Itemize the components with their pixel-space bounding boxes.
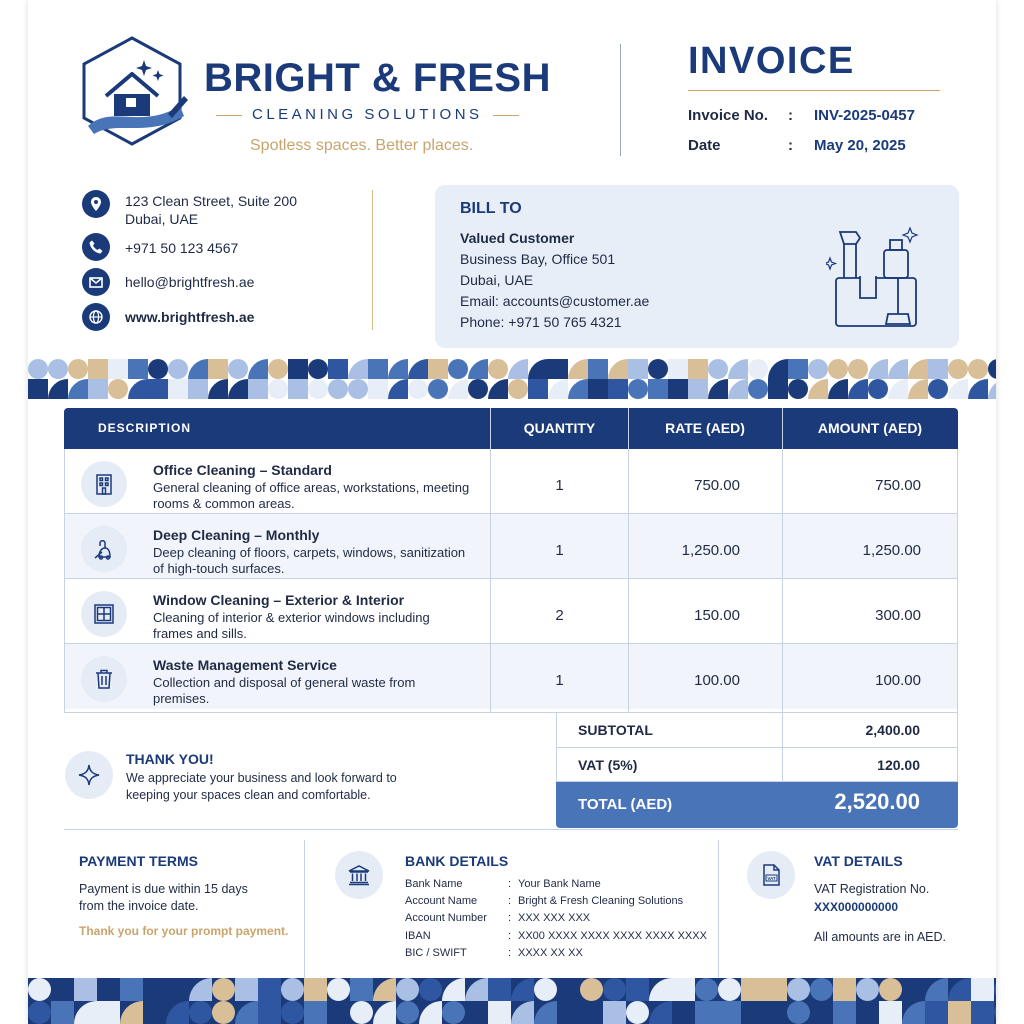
item-quantity: 1 bbox=[555, 672, 564, 689]
pattern-tile bbox=[768, 359, 788, 379]
invoice-number-row: Invoice No. : INV-2025-0457 bbox=[688, 107, 915, 124]
pattern-tile bbox=[557, 978, 580, 1001]
pattern-tile bbox=[166, 1001, 189, 1024]
pattern-tile bbox=[68, 379, 88, 399]
pattern-tile bbox=[902, 1001, 925, 1024]
pattern-tile bbox=[189, 1001, 212, 1024]
pattern-tile bbox=[948, 379, 968, 399]
subtotal-value: 2,400.00 bbox=[865, 722, 920, 738]
bill-to-line2: Dubai, UAE bbox=[460, 272, 534, 288]
pattern-tile bbox=[668, 379, 688, 399]
invoice-title-rule bbox=[688, 90, 940, 91]
pattern-tile bbox=[442, 1001, 465, 1024]
item-description: Collection and disposal of general waste from premises. bbox=[153, 675, 416, 706]
pattern-tile bbox=[28, 978, 51, 1001]
pattern-tile bbox=[925, 1001, 948, 1024]
pattern-tile bbox=[428, 379, 448, 399]
invoice-title: INVOICE bbox=[688, 40, 855, 82]
decorative-pattern-band bbox=[28, 359, 996, 399]
pattern-tile bbox=[235, 978, 258, 1001]
pattern-tile bbox=[608, 379, 628, 399]
globe-icon bbox=[82, 303, 110, 331]
totals-column-divider bbox=[782, 713, 783, 782]
pattern-tile bbox=[97, 1001, 120, 1024]
column-divider bbox=[782, 408, 783, 713]
pattern-tile bbox=[748, 379, 768, 399]
item-title: Waste Management Service bbox=[153, 657, 337, 673]
pattern-tile bbox=[628, 379, 648, 399]
vat-registration-label: VAT Registration No. bbox=[814, 882, 930, 896]
pattern-tile bbox=[166, 978, 189, 1001]
vat-value: 120.00 bbox=[877, 757, 920, 773]
vat-label: VAT (5%) bbox=[578, 757, 638, 773]
pattern-tile bbox=[28, 359, 48, 379]
pattern-tile bbox=[788, 359, 808, 379]
pattern-tile bbox=[879, 1001, 902, 1024]
pattern-tile bbox=[971, 978, 994, 1001]
item-rate: 100.00 bbox=[694, 672, 740, 689]
pattern-tile bbox=[968, 359, 988, 379]
pattern-tile bbox=[368, 359, 388, 379]
pattern-tile bbox=[468, 359, 488, 379]
bank-row: Account Name : Bright & Fresh Cleaning Solutions bbox=[405, 895, 684, 907]
pattern-tile bbox=[808, 379, 828, 399]
pattern-tile bbox=[48, 379, 68, 399]
pattern-tile bbox=[419, 1001, 442, 1024]
column-divider bbox=[628, 408, 629, 713]
pattern-tile bbox=[856, 978, 879, 1001]
pattern-tile bbox=[208, 359, 228, 379]
item-title: Office Cleaning – Standard bbox=[153, 462, 332, 478]
pattern-tile bbox=[888, 379, 908, 399]
item-quantity: 2 bbox=[555, 607, 564, 624]
pattern-tile bbox=[327, 1001, 350, 1024]
item-description: Cleaning of interior & exterior windows including frames and sills. bbox=[153, 610, 430, 641]
pattern-tile bbox=[708, 379, 728, 399]
pattern-tile bbox=[143, 1001, 166, 1024]
header-quantity: QUANTITY bbox=[523, 420, 596, 436]
pattern-tile bbox=[628, 359, 648, 379]
pattern-tile bbox=[534, 1001, 557, 1024]
pattern-tile bbox=[568, 379, 588, 399]
trash-icon bbox=[81, 656, 127, 702]
pattern-tile bbox=[908, 379, 928, 399]
invoice-sheet bbox=[28, 0, 996, 1024]
pattern-tile bbox=[88, 379, 108, 399]
pattern-tile bbox=[580, 1001, 603, 1024]
pattern-tile bbox=[695, 1001, 718, 1024]
company-email[interactable]: hello@brightfresh.ae bbox=[125, 274, 255, 290]
pattern-tile bbox=[548, 359, 568, 379]
pattern-tile bbox=[51, 1001, 74, 1024]
header-divider bbox=[620, 44, 621, 156]
pattern-tile bbox=[268, 359, 288, 379]
company-website[interactable]: www.brightfresh.ae bbox=[125, 309, 255, 325]
pattern-tile bbox=[51, 978, 74, 1001]
pattern-tile bbox=[728, 379, 748, 399]
pattern-tile bbox=[828, 379, 848, 399]
pattern-tile bbox=[603, 1001, 626, 1024]
pattern-tile bbox=[388, 359, 408, 379]
pattern-tile bbox=[448, 379, 468, 399]
window-icon bbox=[81, 591, 127, 637]
pattern-tile bbox=[764, 978, 787, 1001]
pattern-tile bbox=[368, 379, 388, 399]
pattern-tile bbox=[442, 978, 465, 1001]
pattern-tile bbox=[994, 1001, 996, 1024]
pattern-tile bbox=[511, 1001, 534, 1024]
pattern-tile bbox=[408, 359, 428, 379]
thank-you-text: We appreciate your business and look forward to keeping your spaces clean and comfortable. bbox=[126, 771, 397, 802]
pattern-tile bbox=[856, 1001, 879, 1024]
pattern-tile bbox=[833, 978, 856, 1001]
bill-to-name: Valued Customer bbox=[460, 230, 575, 246]
item-rate: 750.00 bbox=[694, 477, 740, 494]
pattern-tile bbox=[994, 978, 996, 1001]
pattern-tile bbox=[373, 1001, 396, 1024]
pattern-tile bbox=[388, 379, 408, 399]
item-description: Deep cleaning of floors, carpets, windows, sanitization of high-touch surfaces. bbox=[153, 545, 466, 576]
pattern-tile bbox=[488, 379, 508, 399]
vat-registration-number: XXX000000000 bbox=[814, 900, 899, 914]
pattern-tile bbox=[695, 978, 718, 1001]
contact-divider bbox=[372, 190, 373, 330]
pattern-tile bbox=[188, 379, 208, 399]
pattern-tile bbox=[768, 379, 788, 399]
pattern-tile bbox=[373, 978, 396, 1001]
pattern-tile bbox=[74, 978, 97, 1001]
cleaning-supplies-icon bbox=[826, 224, 922, 332]
header-description: DESCRIPTION bbox=[98, 421, 192, 435]
pattern-tile bbox=[528, 379, 548, 399]
brand-subtitle: CLEANING SOLUTIONS bbox=[206, 106, 529, 123]
pattern-tile bbox=[534, 978, 557, 1001]
column-divider bbox=[490, 408, 491, 713]
section-divider bbox=[64, 829, 958, 830]
total-value: 2,520.00 bbox=[834, 789, 920, 814]
pattern-tile bbox=[788, 379, 808, 399]
pattern-tile bbox=[108, 359, 128, 379]
pattern-tile bbox=[557, 1001, 580, 1024]
footer-divider bbox=[304, 840, 305, 978]
pattern-tile bbox=[828, 359, 848, 379]
pattern-tile bbox=[350, 1001, 373, 1024]
pattern-tile bbox=[764, 1001, 787, 1024]
pattern-tile bbox=[448, 359, 468, 379]
pattern-tile bbox=[248, 359, 268, 379]
invoice-date-row: Date : May 20, 2025 bbox=[688, 137, 906, 154]
pattern-tile bbox=[168, 379, 188, 399]
invoice-date: May 20, 2025 bbox=[814, 137, 906, 154]
bank-row: Account Number : XXX XXX XXX bbox=[405, 912, 591, 924]
pattern-tile bbox=[74, 1001, 97, 1024]
item-amount: 300.00 bbox=[875, 607, 921, 624]
pattern-tile bbox=[304, 978, 327, 1001]
bank-row: IBAN : XX00 XXXX XXXX XXXX XXXX XXXX bbox=[405, 930, 707, 942]
pattern-tile bbox=[688, 359, 708, 379]
item-amount: 750.00 bbox=[875, 477, 921, 494]
pattern-tile bbox=[649, 1001, 672, 1024]
pattern-tile bbox=[304, 1001, 327, 1024]
pattern-tile bbox=[668, 359, 688, 379]
pattern-tile bbox=[228, 359, 248, 379]
pattern-tile bbox=[188, 359, 208, 379]
bill-to-phone: Phone: +971 50 765 4321 bbox=[460, 314, 622, 330]
item-title: Deep Cleaning – Monthly bbox=[153, 527, 320, 543]
pattern-tile bbox=[718, 978, 741, 1001]
pattern-tile bbox=[808, 359, 828, 379]
pattern-tile bbox=[868, 359, 888, 379]
pattern-tile bbox=[248, 379, 268, 399]
pattern-tile bbox=[748, 359, 768, 379]
pattern-tile bbox=[511, 978, 534, 1001]
pattern-tile bbox=[708, 359, 728, 379]
company-address: 123 Clean Street, Suite 200 Dubai, UAE bbox=[125, 193, 298, 227]
pattern-tile bbox=[327, 978, 350, 1001]
pattern-tile bbox=[350, 978, 373, 1001]
pattern-tile bbox=[688, 379, 708, 399]
header-rate: RATE (AED) bbox=[665, 420, 745, 436]
pattern-tile bbox=[741, 1001, 764, 1024]
pattern-tile bbox=[28, 379, 48, 399]
pattern-tile bbox=[128, 359, 148, 379]
pattern-tile bbox=[288, 359, 308, 379]
pattern-tile bbox=[328, 379, 348, 399]
pattern-tile bbox=[649, 978, 672, 1001]
pattern-tile bbox=[888, 359, 908, 379]
location-pin-icon bbox=[82, 190, 110, 218]
pattern-tile bbox=[468, 379, 488, 399]
bill-to-email: Email: accounts@customer.ae bbox=[460, 293, 650, 309]
currency-note: All amounts are in AED. bbox=[814, 930, 947, 944]
payment-thanks-note: Thank you for your prompt payment. bbox=[79, 924, 289, 938]
sparkle-icon bbox=[65, 751, 113, 799]
pattern-tile bbox=[718, 1001, 741, 1024]
pattern-tile bbox=[568, 359, 588, 379]
pattern-tile bbox=[908, 359, 928, 379]
bank-row: Bank Name : Your Bank Name bbox=[405, 878, 601, 890]
pattern-tile bbox=[528, 359, 548, 379]
item-amount: 100.00 bbox=[875, 672, 921, 689]
total-label: TOTAL (AED) bbox=[578, 796, 673, 813]
pattern-tile bbox=[143, 978, 166, 1001]
pattern-tile bbox=[508, 359, 528, 379]
pattern-tile bbox=[408, 379, 428, 399]
vat-document-icon bbox=[747, 851, 795, 899]
pattern-tile bbox=[88, 359, 108, 379]
brand-tagline: Spotless spaces. Better places. bbox=[250, 137, 474, 154]
bill-to-line1: Business Bay, Office 501 bbox=[460, 251, 616, 267]
pattern-tile bbox=[488, 978, 511, 1001]
pattern-tile bbox=[588, 359, 608, 379]
pattern-tile bbox=[868, 379, 888, 399]
payment-terms-title: PAYMENT TERMS bbox=[79, 853, 199, 869]
pattern-tile bbox=[848, 379, 868, 399]
pattern-tile bbox=[928, 379, 948, 399]
pattern-tile bbox=[235, 1001, 258, 1024]
company-logo bbox=[76, 34, 188, 150]
bill-to-title: BILL TO bbox=[460, 200, 522, 217]
item-description: General cleaning of office areas, workstations, meeting rooms & common areas. bbox=[153, 480, 470, 511]
pattern-tile bbox=[348, 379, 368, 399]
pattern-tile bbox=[428, 359, 448, 379]
pattern-tile bbox=[281, 978, 304, 1001]
pattern-tile bbox=[948, 978, 971, 1001]
pattern-tile bbox=[28, 1001, 51, 1024]
pattern-tile bbox=[488, 359, 508, 379]
pattern-tile bbox=[97, 978, 120, 1001]
pattern-tile bbox=[419, 978, 442, 1001]
payment-terms-text: Payment is due within 15 days from the invoice date. bbox=[79, 882, 248, 913]
email-icon bbox=[82, 268, 110, 296]
pattern-tile bbox=[879, 978, 902, 1001]
pattern-tile bbox=[189, 978, 212, 1001]
pattern-tile bbox=[208, 379, 228, 399]
pattern-tile bbox=[258, 978, 281, 1001]
company-phone: +971 50 123 4567 bbox=[125, 240, 239, 256]
vat-details-title: VAT DETAILS bbox=[814, 853, 903, 869]
phone-icon bbox=[82, 233, 110, 261]
pattern-tile bbox=[626, 1001, 649, 1024]
pattern-tile bbox=[148, 359, 168, 379]
item-quantity: 1 bbox=[555, 477, 564, 494]
pattern-tile bbox=[968, 379, 988, 399]
pattern-tile bbox=[580, 978, 603, 1001]
subtotal-label: SUBTOTAL bbox=[578, 722, 653, 738]
pattern-tile bbox=[728, 359, 748, 379]
pattern-tile bbox=[948, 359, 968, 379]
pattern-tile bbox=[396, 978, 419, 1001]
item-amount: 1,250.00 bbox=[862, 542, 921, 559]
pattern-tile bbox=[396, 1001, 419, 1024]
pattern-tile bbox=[68, 359, 88, 379]
pattern-tile bbox=[168, 359, 188, 379]
pattern-tile bbox=[128, 379, 148, 399]
pattern-tile bbox=[810, 978, 833, 1001]
pattern-tile bbox=[971, 1001, 994, 1024]
pattern-tile bbox=[308, 379, 328, 399]
pattern-tile bbox=[787, 1001, 810, 1024]
pattern-tile bbox=[928, 359, 948, 379]
item-quantity: 1 bbox=[555, 542, 564, 559]
pattern-tile bbox=[268, 379, 288, 399]
pattern-tile bbox=[348, 359, 368, 379]
pattern-tile bbox=[741, 978, 764, 1001]
pattern-tile bbox=[328, 359, 348, 379]
decorative-pattern-footer bbox=[28, 978, 996, 1024]
pattern-tile bbox=[548, 379, 568, 399]
pattern-tile bbox=[212, 978, 235, 1001]
totals-divider bbox=[556, 747, 958, 748]
item-rate: 1,250.00 bbox=[681, 542, 740, 559]
pattern-tile bbox=[648, 379, 668, 399]
pattern-tile bbox=[288, 379, 308, 399]
building-icon bbox=[81, 461, 127, 507]
pattern-tile bbox=[787, 978, 810, 1001]
item-title: Window Cleaning – Exterior & Interior bbox=[153, 592, 405, 608]
pattern-tile bbox=[848, 359, 868, 379]
pattern-tile bbox=[948, 1001, 971, 1024]
pattern-tile bbox=[833, 1001, 856, 1024]
item-rate: 150.00 bbox=[694, 607, 740, 624]
pattern-tile bbox=[902, 978, 925, 1001]
pattern-tile bbox=[648, 359, 668, 379]
footer-divider bbox=[718, 840, 719, 978]
pattern-tile bbox=[212, 1001, 235, 1024]
pattern-tile bbox=[228, 379, 248, 399]
pattern-tile bbox=[603, 978, 626, 1001]
pattern-tile bbox=[608, 359, 628, 379]
pattern-tile bbox=[588, 379, 608, 399]
brand-name: BRIGHT & FRESH bbox=[204, 56, 551, 100]
pattern-tile bbox=[672, 1001, 695, 1024]
pattern-tile bbox=[120, 1001, 143, 1024]
invoice-number: INV-2025-0457 bbox=[814, 107, 915, 124]
pattern-tile bbox=[508, 379, 528, 399]
pattern-tile bbox=[258, 1001, 281, 1024]
pattern-tile bbox=[810, 1001, 833, 1024]
pattern-tile bbox=[465, 978, 488, 1001]
pattern-tile bbox=[988, 359, 996, 379]
svg-text:VAT: VAT bbox=[767, 875, 776, 881]
pattern-tile bbox=[465, 1001, 488, 1024]
pattern-tile bbox=[108, 379, 128, 399]
header-amount: AMOUNT (AED) bbox=[817, 420, 923, 436]
bank-details-title: BANK DETAILS bbox=[405, 853, 509, 869]
bank-row: BIC / SWIFT : XXXX XX XX bbox=[405, 947, 583, 959]
pattern-tile bbox=[308, 359, 328, 379]
vacuum-icon bbox=[81, 526, 127, 572]
pattern-tile bbox=[281, 1001, 304, 1024]
pattern-tile bbox=[672, 978, 695, 1001]
pattern-tile bbox=[488, 1001, 511, 1024]
bank-icon bbox=[335, 851, 383, 899]
pattern-tile bbox=[120, 978, 143, 1001]
pattern-tile bbox=[626, 978, 649, 1001]
pattern-tile bbox=[988, 379, 996, 399]
pattern-tile bbox=[925, 978, 948, 1001]
pattern-tile bbox=[48, 359, 68, 379]
thank-you-title: THANK YOU! bbox=[126, 751, 214, 767]
pattern-tile bbox=[148, 379, 168, 399]
